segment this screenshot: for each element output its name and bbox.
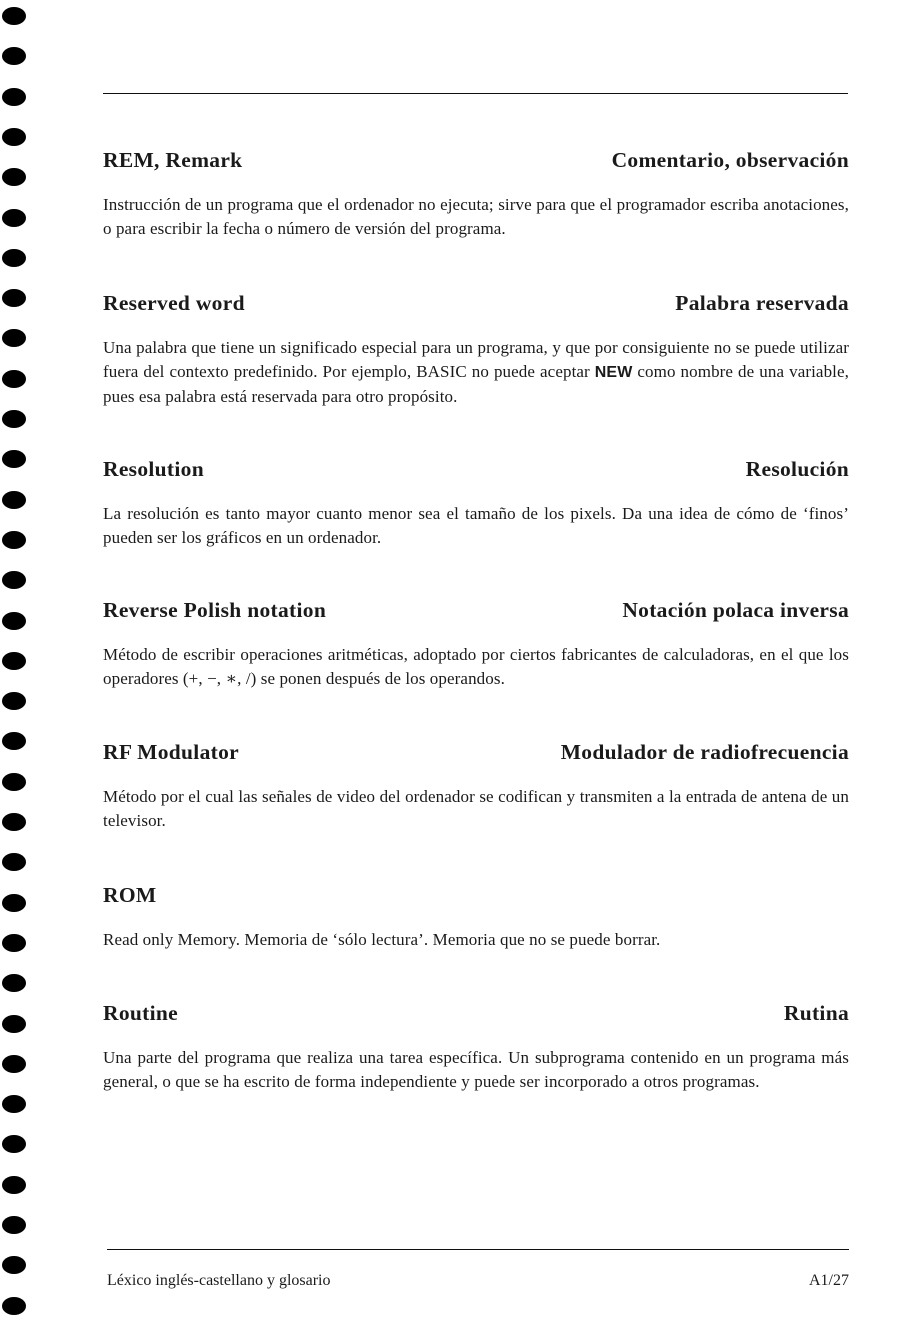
binding-hole <box>2 491 26 509</box>
binding-hole <box>2 853 26 871</box>
entry-description: Una parte del programa que realiza una tarea específica. Un subprograma contenido en un programa más general, o que se ha escrito de forma independiente y puede ser incorporado a otros programas. <box>103 1048 849 1091</box>
binding-hole <box>2 1135 26 1153</box>
entry-translation: Comentario, observación <box>611 148 849 172</box>
entry-translation: Palabra reservada <box>675 291 849 315</box>
keyword-new: NEW <box>594 364 633 381</box>
binding-hole <box>2 571 26 589</box>
binding-hole <box>2 531 26 549</box>
binding-hole <box>2 732 26 750</box>
page-number: A1/27 <box>809 1272 849 1289</box>
entry-rem <box>103 148 849 241</box>
binding-hole <box>2 249 26 267</box>
binding-hole <box>2 410 26 428</box>
binding-hole <box>2 128 26 146</box>
entry-term: Resolution <box>103 457 204 481</box>
top-rule <box>103 93 848 94</box>
entry-term: Routine <box>103 1001 178 1025</box>
entry-term: Reserved word <box>103 291 245 315</box>
binding-holes <box>2 0 32 1334</box>
binding-hole <box>2 1176 26 1194</box>
entry-description: La resolución es tanto mayor cuanto menor sea el tamaño de los pixels. Da una idea de cómo de ‘finos’ pueden ser los gráficos en un ordenador. <box>103 504 849 547</box>
entry-translation: Modulador de radiofrecuencia <box>560 740 849 764</box>
entry-resolution <box>103 457 849 550</box>
entry-term: REM, Remark <box>103 148 243 172</box>
entry-term: RF Modulator <box>103 740 239 764</box>
binding-hole <box>2 1055 26 1073</box>
binding-hole <box>2 652 26 670</box>
entry-rom <box>103 883 849 952</box>
entry-term: Reverse Polish notation <box>103 598 327 622</box>
binding-hole <box>2 692 26 710</box>
desc-text: Una palabra que tiene un significado especial para un programa, y que por consiguiente no se puede utilizar fuera del contexto predefinido. Por ejemplo, BASIC no puede aceptar <box>103 338 849 381</box>
binding-hole <box>2 1216 26 1234</box>
binding-hole <box>2 1095 26 1113</box>
page-footer <box>107 1272 849 1290</box>
binding-hole <box>2 974 26 992</box>
binding-hole <box>2 934 26 952</box>
entry-description <box>103 336 849 409</box>
entry-description: Instrucción de un programa que el ordenador no ejecuta; sirve para que el programador escriba anotaciones, o para escribir la fecha o número de versión del programa. <box>103 195 849 238</box>
entry-description: Método de escribir operaciones aritméticas, adoptado por ciertos fabricantes de calculadoras, en el que los operadores (+, −, ∗, /) se ponen después de los operandos. <box>103 645 849 688</box>
binding-hole <box>2 894 26 912</box>
entry-rf-modulator <box>103 740 849 833</box>
binding-hole <box>2 209 26 227</box>
binding-hole <box>2 450 26 468</box>
desc-text: como nombre de una variable, pues esa palabra está reservada para otro propósito. <box>103 362 850 406</box>
entry-term: ROM <box>103 883 157 907</box>
footer-title: Léxico inglés-castellano y glosario <box>107 1272 331 1289</box>
binding-hole <box>2 168 26 186</box>
binding-hole <box>2 1297 26 1315</box>
binding-hole <box>2 370 26 388</box>
entry-reverse-polish <box>103 598 849 691</box>
binding-hole <box>2 329 26 347</box>
entry-routine <box>103 1001 849 1094</box>
bottom-rule <box>107 1249 849 1250</box>
binding-hole <box>2 1015 26 1033</box>
entry-description: Read only Memory. Memoria de ‘sólo lectura’. Memoria que no se puede borrar. <box>103 930 661 949</box>
binding-hole <box>2 7 26 25</box>
binding-hole <box>2 47 26 65</box>
entry-translation: Rutina <box>783 1001 849 1025</box>
binding-hole <box>2 813 26 831</box>
binding-hole <box>2 88 26 106</box>
binding-hole <box>2 1256 26 1274</box>
binding-hole <box>2 289 26 307</box>
binding-hole <box>2 773 26 791</box>
binding-hole <box>2 612 26 630</box>
entry-translation: Resolución <box>745 457 849 481</box>
entry-description: Método por el cual las señales de video del ordenador se codifican y transmiten a la entrada de antena de un televisor. <box>103 787 849 830</box>
entry-reserved-word <box>103 291 849 409</box>
entry-translation: Notación polaca inversa <box>622 598 849 622</box>
